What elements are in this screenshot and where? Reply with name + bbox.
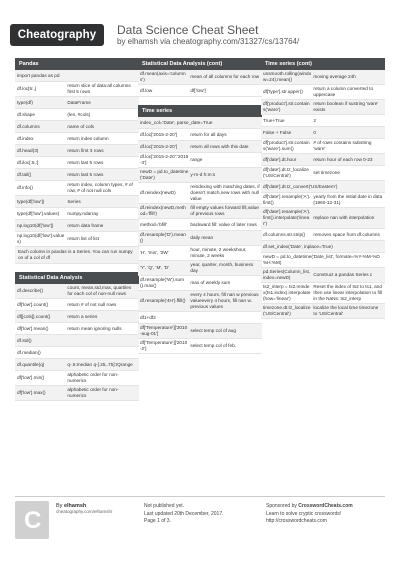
row-code: df.std() xyxy=(17,337,32,343)
by-label: By xyxy=(56,503,63,509)
table-row xyxy=(15,371,139,386)
row-code: df.resample('W').sum().max() xyxy=(140,277,184,288)
row-code: df.loc['2015-2-20':'2015-3'] xyxy=(140,154,189,165)
footer-publish-info xyxy=(144,503,224,526)
row-description: return hour of each row 0-23 xyxy=(313,156,373,162)
row-description: return a series xyxy=(67,313,98,319)
row-description: return boolean if sustring 'ware' exists xyxy=(313,101,379,112)
row-code: pd.Series(Column_list, index=newD) xyxy=(263,269,311,280)
row-description: y-m-d h:m:s xyxy=(190,172,216,177)
row-code: df.columns.str.strip() xyxy=(263,231,306,237)
row-description: hour, minute, 2 weekshour, minute, 2 weeks xyxy=(190,247,247,258)
table-row xyxy=(138,246,262,261)
row-description: max of weekly sum xyxy=(190,280,231,285)
page-number: Page 1 of 3. xyxy=(144,518,171,524)
row-code: df.describe() xyxy=(17,288,44,293)
row-description: return list of list xyxy=(67,236,99,241)
table-row xyxy=(15,299,139,311)
table-row xyxy=(261,208,385,229)
row-code: method='bfill' xyxy=(140,221,168,227)
table-row xyxy=(261,70,385,85)
table-row xyxy=(261,229,385,241)
row-code: import pandas as pd xyxy=(17,72,60,78)
row-code: df['date'].resample('A').first().interpolate('linear') xyxy=(263,209,311,226)
table-row xyxy=(138,153,262,168)
column-1 xyxy=(15,58,139,401)
table-row xyxy=(138,219,262,231)
row-code: df.head(3) xyxy=(17,147,39,153)
row-code: type(df['low'].values) xyxy=(17,210,60,216)
table-row xyxy=(138,183,262,204)
row-description: alphabetic order for non-numerics xyxy=(67,372,119,383)
row-code: df.loc['2015-2-20'] xyxy=(140,131,177,137)
sponsor-prefix: Sponsored by xyxy=(266,503,297,509)
page-byline[interactable]: by elhamsh via cheatography.com/31327/cs/13764/ xyxy=(117,37,300,46)
table-row xyxy=(15,196,139,208)
row-code: df['low'].mean() xyxy=(17,325,49,331)
table-row xyxy=(138,141,262,153)
table-row xyxy=(261,193,385,208)
row-description: return all rows with this date xyxy=(190,143,249,149)
row-code: df.info() xyxy=(17,185,33,190)
row-code: df.set_index('Date', inplace=True) xyxy=(263,243,333,249)
table-row xyxy=(261,181,385,193)
row-code: 'Y', 'Q', 'M', 'D' xyxy=(140,265,170,270)
row-code: df['date'].dt.tz_convert('US/Eastern') xyxy=(263,183,338,189)
row-code: df.columns xyxy=(17,123,40,129)
table-row xyxy=(15,335,139,347)
table-row xyxy=(15,359,139,371)
footer-sponsor xyxy=(266,503,353,526)
row-description: return a column converted to uppercase xyxy=(313,86,374,97)
section-title: Pandas xyxy=(15,58,139,70)
row-code: df['low'].count() xyxy=(17,301,49,307)
sponsor-url[interactable]: http://crosswordcheats.com xyxy=(266,518,327,524)
page-footer xyxy=(0,496,400,566)
row-code: type(df['low']) xyxy=(17,198,45,204)
table-row xyxy=(138,70,262,85)
table-row xyxy=(15,181,139,196)
row-description: year, quarter, month, business day xyxy=(190,262,254,273)
row-code: df['date'].dt.hour xyxy=(263,156,297,162)
row-description: # of rows contains substring 'ware' xyxy=(313,140,372,151)
row-description: return mean ignoring nulls xyxy=(67,325,122,331)
table-row xyxy=(138,291,262,312)
author-avatar[interactable] xyxy=(15,501,49,539)
row-description: return index, column types, # of row, # of not null cols xyxy=(67,182,133,193)
table-row xyxy=(15,347,139,359)
last-updated: Last updated 20th December, 2017. xyxy=(144,510,224,517)
row-description: fill empty values forward fill,value of previous rows xyxy=(190,205,259,216)
table-row xyxy=(261,283,385,304)
row-description: q-.5:median q-[.25,.75]:IQrange xyxy=(67,361,133,367)
author-name[interactable]: elhamsh xyxy=(63,503,87,509)
row-code: df.reindex(newD) xyxy=(140,190,176,195)
section-title: Statistical Data Analysis (cont) xyxy=(138,58,262,70)
table-row xyxy=(261,268,385,283)
table-row xyxy=(261,100,385,115)
sponsor-name[interactable]: CrosswordCheats.com xyxy=(298,503,353,509)
row-description: name of cols xyxy=(67,123,94,129)
table-row xyxy=(138,204,262,219)
section-pandas xyxy=(15,58,139,264)
row-description: yearly from the initial date in data (1960-12-31) xyxy=(313,194,383,205)
table-row xyxy=(15,311,139,323)
table-row xyxy=(15,232,139,247)
row-code: df['low'].min() xyxy=(17,375,45,380)
row-description: return last 5 rows xyxy=(67,159,104,165)
row-code: df.mean(axis='columns') xyxy=(140,71,186,82)
row-description: reindexing with matching dates, if doesn't match,new rows with null value xyxy=(190,184,260,201)
table-row xyxy=(15,169,139,181)
table-row xyxy=(15,133,139,145)
row-description: select temp col of feb. xyxy=(190,343,236,348)
table-row xyxy=(261,253,385,268)
row-code: df['type'].str.upper() xyxy=(263,89,303,94)
row-description: set timezone xyxy=(313,170,340,175)
table-row xyxy=(15,109,139,121)
section-time-series-cont xyxy=(261,58,385,319)
table-row xyxy=(138,129,262,141)
row-description: count, mean,std,max, quartiles for each col of non-null rows xyxy=(67,285,132,296)
table-row xyxy=(138,312,262,324)
section-title: Statistical Data Analysis xyxy=(15,272,139,284)
section-note: Each column in pandas is a Series. You can run numpy on of a col of df xyxy=(15,247,139,264)
row-code: df.shape xyxy=(17,111,35,117)
table-row xyxy=(15,97,139,109)
table-row xyxy=(15,82,139,97)
row-description: moving average 24h xyxy=(313,74,356,79)
row-code: df['date'].dt.tz_localize('US/Central') xyxy=(263,167,309,178)
footer-author xyxy=(56,503,112,515)
row-description: range xyxy=(190,157,203,162)
table-row xyxy=(261,304,385,319)
table-row xyxy=(15,284,139,299)
row-code: np.log10(df['low'].values) xyxy=(17,233,65,244)
row-code: df['low'].max() xyxy=(17,390,46,395)
row-description: alphabetic order for non-numerics xyxy=(67,387,119,398)
row-code: df.loc[5:,] xyxy=(17,86,37,91)
row-description: return index column xyxy=(67,135,109,141)
row-code: newD = pd.to_datetime('Date') xyxy=(140,169,189,180)
table-row xyxy=(261,166,385,181)
row-description: mean of all columns for each row xyxy=(190,74,260,79)
row-description: return for all days xyxy=(190,131,227,137)
table-row xyxy=(15,386,139,401)
row-code: 'H', 'min', '2W' xyxy=(140,250,169,255)
row-description: return first 3 rows xyxy=(67,147,104,153)
row-description: df['low'] xyxy=(190,87,206,93)
row-description: backward fill: value of later rows xyxy=(190,221,257,227)
row-description: localize the local time timezone to 'US/Central' xyxy=(313,305,379,316)
row-code: df1+df2 xyxy=(140,314,156,320)
row-description: 2 xyxy=(313,117,316,123)
row-code: df['product'].str.contains('ware') xyxy=(263,101,310,112)
row-description: (len, #cols) xyxy=(67,111,91,117)
row-code: df['Temperature']['2010-2'] xyxy=(140,340,188,351)
row-description: return data frame xyxy=(67,222,104,228)
column-3 xyxy=(261,58,385,319)
row-code: df.reindex(newD,method='ffill') xyxy=(140,205,186,216)
row-code: False + False xyxy=(263,129,292,135)
row-code: df.median() xyxy=(17,349,41,355)
row-code: df.tail() xyxy=(17,171,32,177)
column-2 xyxy=(138,58,262,354)
section-statistical-data-analysis xyxy=(15,272,139,401)
row-description: Reset the index of ts2 to ts1, and then use linear interpolation to fill in the NaNs: ts2_interp xyxy=(313,284,382,301)
row-description: Series xyxy=(67,198,81,204)
row-code: df.iloc[:5,:] xyxy=(17,159,39,165)
section-statistical-data-analysis-cont xyxy=(138,58,262,97)
row-description: numpy.ndarray xyxy=(67,210,99,216)
table-row xyxy=(138,168,262,183)
sponsor-tagline: Learn to solve cryptic crosswords! xyxy=(266,510,342,517)
table-row xyxy=(15,70,139,82)
avatar-letter: C xyxy=(24,507,42,534)
row-description: 0 xyxy=(313,129,316,135)
table-row xyxy=(138,231,262,246)
author-url[interactable]: cheatography.com/elhamsh/ xyxy=(56,509,113,514)
row-code: newD = pd.to_datetime('Date_list', formate=%Y-%M-%D %H:%M) xyxy=(263,254,380,265)
row-code: df.loc['2015-2-20'] xyxy=(140,143,177,149)
section-time-series xyxy=(138,105,262,354)
row-code: df.low xyxy=(140,87,153,93)
row-code: ts2_interp = ts2.reindex(ts1.index).interpolate(how='linear') xyxy=(263,284,311,301)
table-row xyxy=(15,121,139,133)
table-row xyxy=(138,85,262,97)
row-code: df.index xyxy=(17,135,34,141)
row-code: index_col='Date', parse_date=True xyxy=(140,119,213,125)
section-title: Time series xyxy=(138,105,262,117)
table-row xyxy=(15,208,139,220)
row-code: timezone.dt.tz_localize('US/Central') xyxy=(263,305,311,316)
row-description: Construct a pandas Series c xyxy=(313,272,373,277)
page-header xyxy=(0,0,400,58)
row-description: return # of not null rows xyxy=(67,301,117,307)
row-description: return slice of data:all columns first 5 rows xyxy=(67,83,131,94)
table-row xyxy=(138,339,262,354)
table-row xyxy=(261,241,385,253)
table-row xyxy=(261,85,385,100)
table-row xyxy=(15,157,139,169)
row-description: select temp col of aug xyxy=(190,328,236,333)
row-code: True+True xyxy=(263,117,285,123)
row-code: unsmooth.rolling(window=24).mean() xyxy=(263,71,312,82)
row-code: df['date'].resample('A').first() xyxy=(263,194,311,205)
table-row xyxy=(138,324,262,339)
table-row xyxy=(261,154,385,166)
table-row xyxy=(261,139,385,154)
row-code: type(df) xyxy=(17,99,33,105)
table-row xyxy=(15,323,139,335)
row-description: daily mean xyxy=(190,235,214,240)
table-row xyxy=(138,276,262,291)
row-description: removes space from df.columns xyxy=(313,231,380,237)
cheatography-logo[interactable]: Cheatography xyxy=(10,24,104,46)
row-description: DataFrame xyxy=(67,99,91,105)
row-code: df[[cols]].count() xyxy=(17,313,51,319)
row-description: return last 5 rows xyxy=(67,171,104,177)
table-row xyxy=(15,220,139,232)
table-row xyxy=(261,127,385,139)
row-code: df['Temperature']['2010-aug-01'] xyxy=(140,325,188,336)
row-code: df.resample('4H').ffill() xyxy=(140,298,186,303)
row-code: df['product'].str.contains('ware').sum() xyxy=(263,140,310,151)
row-description: replace nan with interpolation xyxy=(313,215,375,220)
row-description: every 4 hours, fill nan w previous valueevery 4 hours, fill nan w. previous values xyxy=(190,292,259,309)
table-row xyxy=(138,117,262,129)
published-status: Not published yet. xyxy=(144,503,185,509)
row-code: df.quantile(q) xyxy=(17,361,45,367)
table-row xyxy=(15,145,139,157)
section-title: Time series (cont) xyxy=(261,58,385,70)
table-row xyxy=(138,261,262,276)
page-title: Data Science Cheat Sheet xyxy=(117,23,259,37)
row-code: df.resample('D').mean() xyxy=(140,232,186,243)
row-code: np.log10(df['low']) xyxy=(17,222,54,228)
table-row xyxy=(261,115,385,127)
